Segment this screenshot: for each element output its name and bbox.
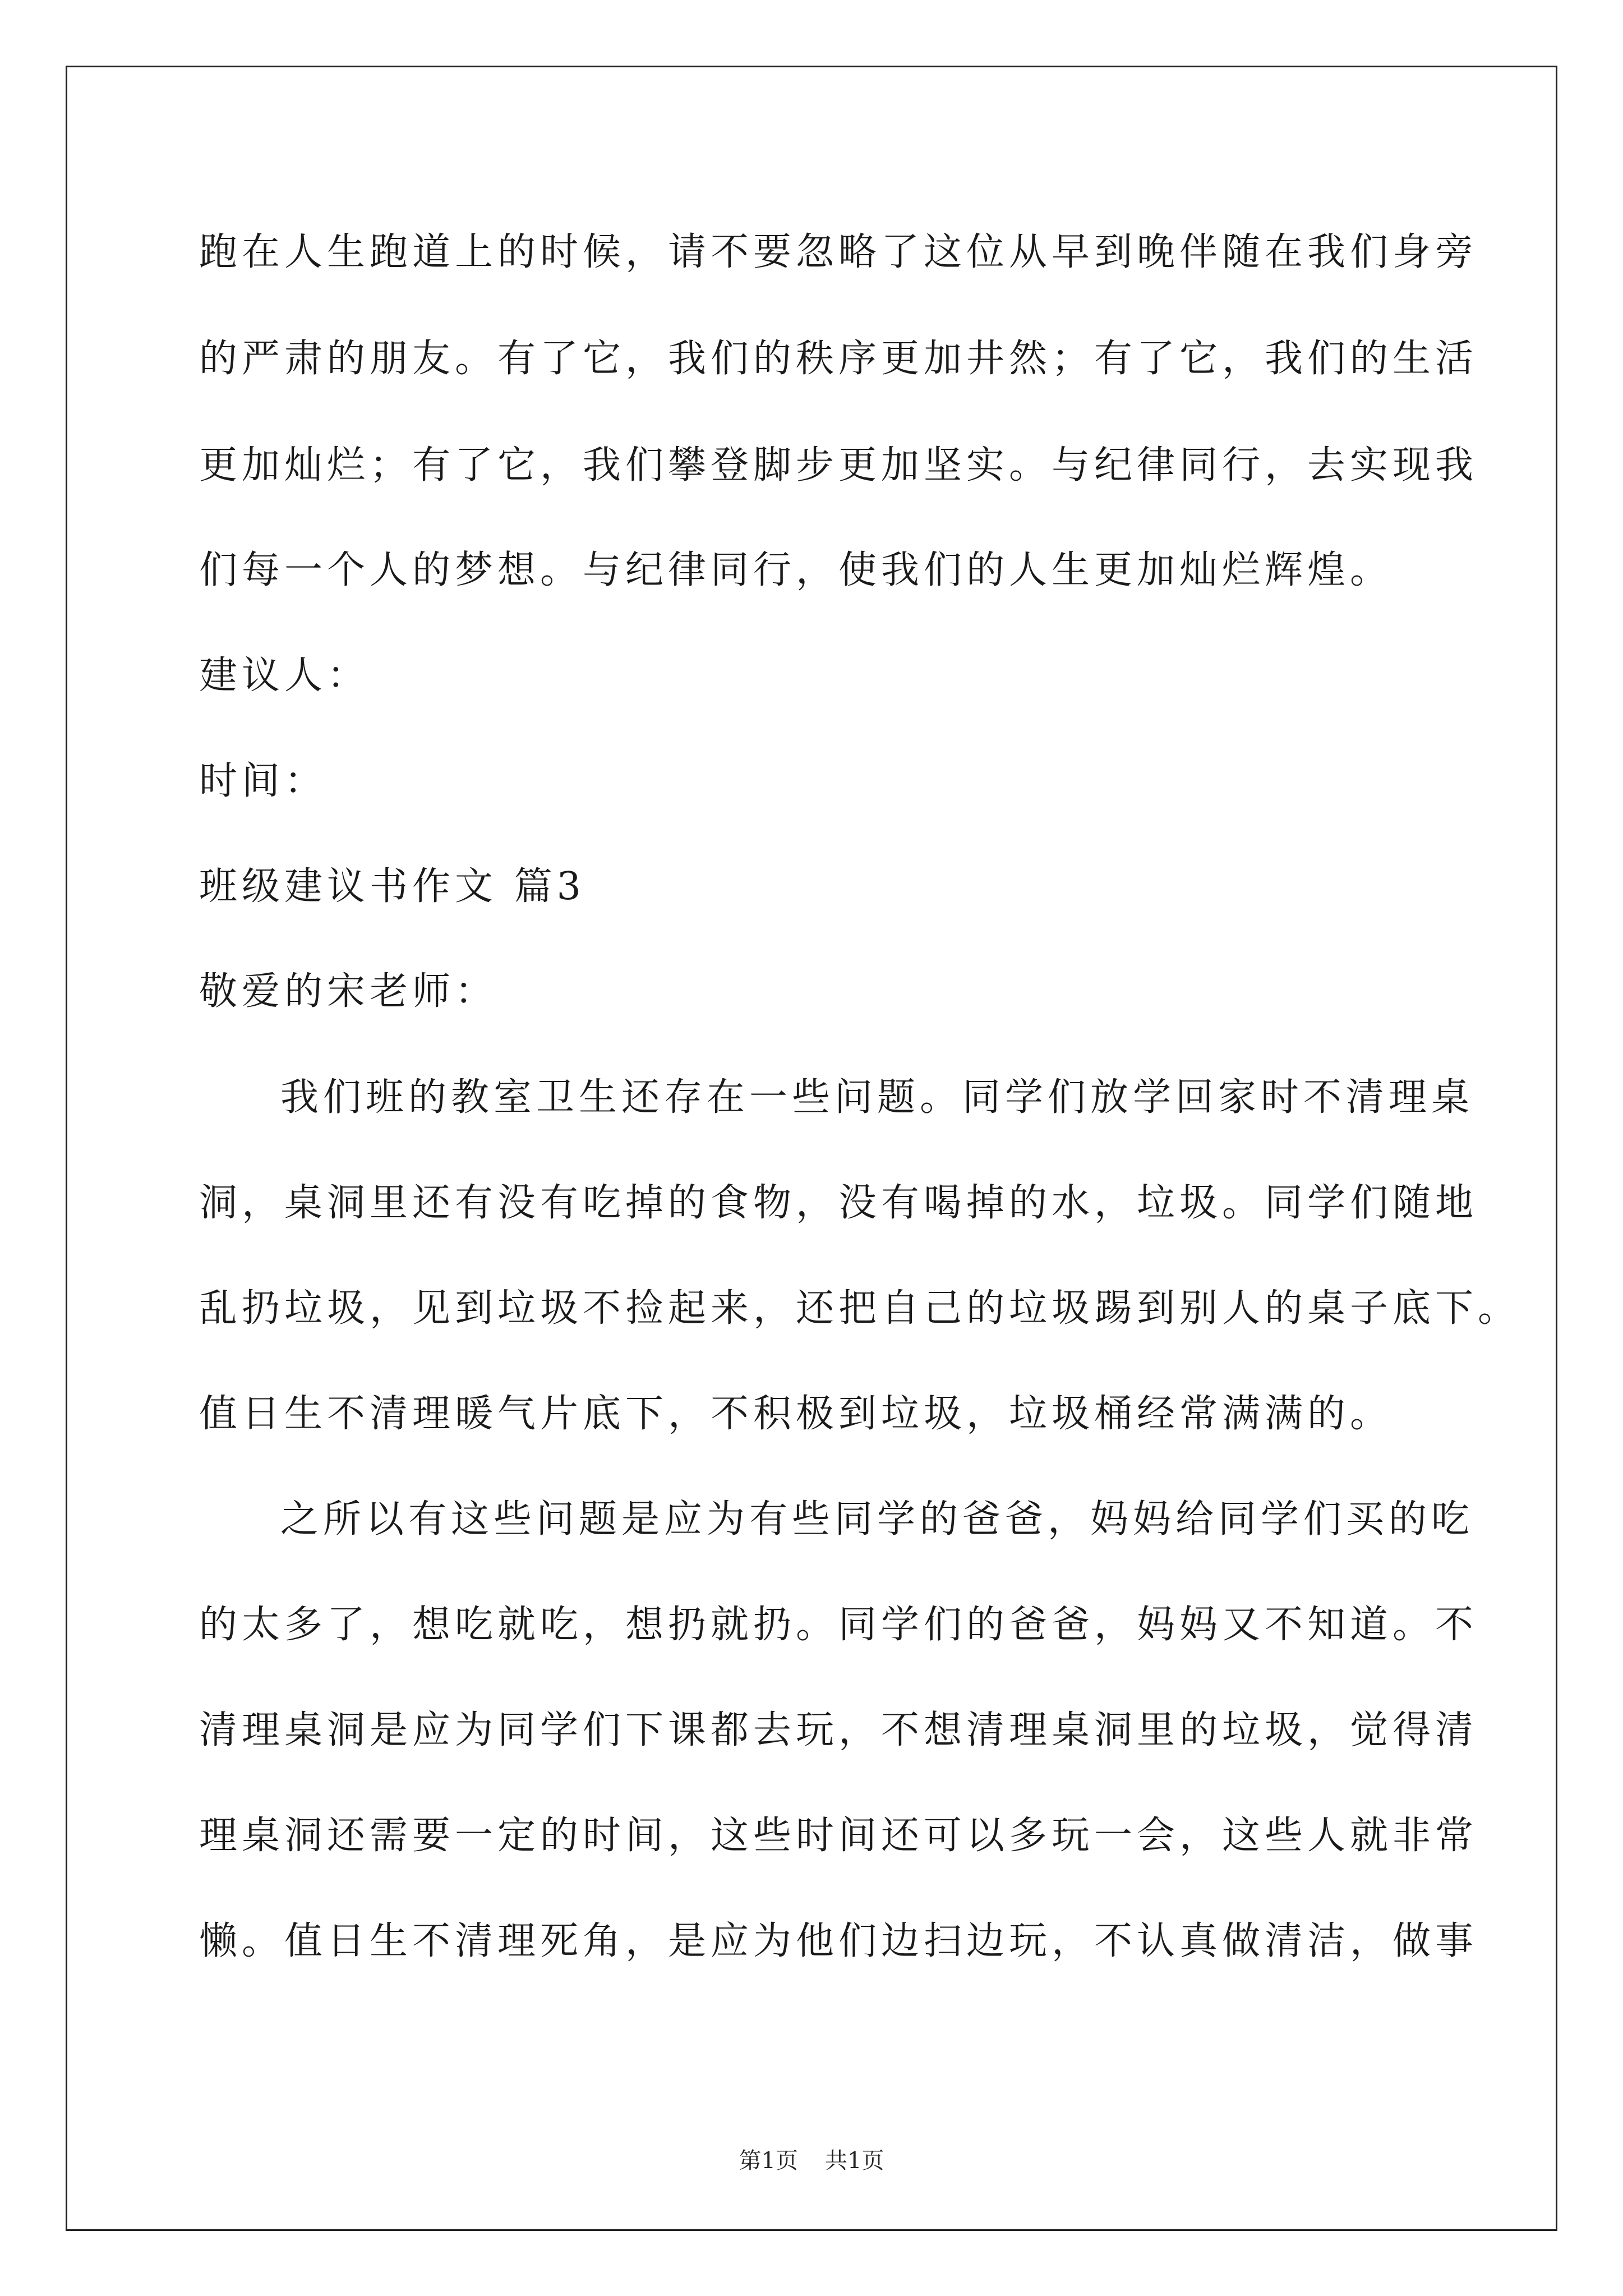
page-footer [0, 2144, 1623, 2178]
paragraph-1-line-3: 乱扔垃圾，见到垃圾不捡起来，还把自己的垃圾踢到别人的桌子底下。 [199, 1286, 1521, 1331]
page-border [66, 66, 1557, 2231]
paragraph-2-line-1: 之所以有这些问题是应为有些同学的爸爸，妈妈给同学们买的吃 [280, 1497, 1474, 1542]
body-line-1: 跑在人生跑道上的时候，请不要忽略了这位从早到晚伴随在我们身旁 [199, 230, 1478, 274]
paragraph-2-line-2: 的太多了，想吃就吃，想扔就扔。同学们的爸爸，妈妈又不知道。不 [199, 1603, 1478, 1647]
paragraph-1-line-1: 我们班的教室卫生还存在一些问题。同学们放学回家时不清理桌 [280, 1075, 1474, 1120]
body-line-4: 们每一个人的梦想。与纪律同行，使我们的人生更加灿烂辉煌。 [199, 548, 1393, 592]
paragraph-2-line-4: 理桌洞还需要一定的时间，这些时间还可以多玩一会，这些人就非常 [199, 1814, 1478, 1858]
date-label: 时间： [199, 759, 328, 803]
body-line-3: 更加灿烂；有了它，我们攀登脚步更加坚实。与纪律同行，去实现我 [199, 443, 1478, 487]
page-number: 第1页 [739, 2148, 798, 2174]
body-line-2: 的严肃的朋友。有了它，我们的秩序更加井然；有了它，我们的生活 [199, 337, 1478, 381]
paragraph-2-line-3: 清理桌洞是应为同学们下课都去玩，不想清理桌洞里的垃圾，觉得清 [199, 1708, 1478, 1752]
salutation: 敬爱的宋老师： [199, 969, 498, 1014]
page-total: 共1页 [825, 2148, 884, 2174]
section-heading: 班级建议书作文 篇3 [199, 864, 585, 909]
paragraph-1-line-4: 值日生不清理暖气片底下，不积极到垃圾，垃圾桶经常满满的。 [199, 1392, 1393, 1436]
paragraph-1-line-2: 洞，桌洞里还有没有吃掉的食物，没有喝掉的水，垃圾。同学们随地 [199, 1181, 1478, 1225]
proposer-label: 建议人： [199, 654, 370, 698]
paragraph-2-line-5: 懒。值日生不清理死角，是应为他们边扫边玩，不认真做清洁，做事 [199, 1919, 1478, 1963]
